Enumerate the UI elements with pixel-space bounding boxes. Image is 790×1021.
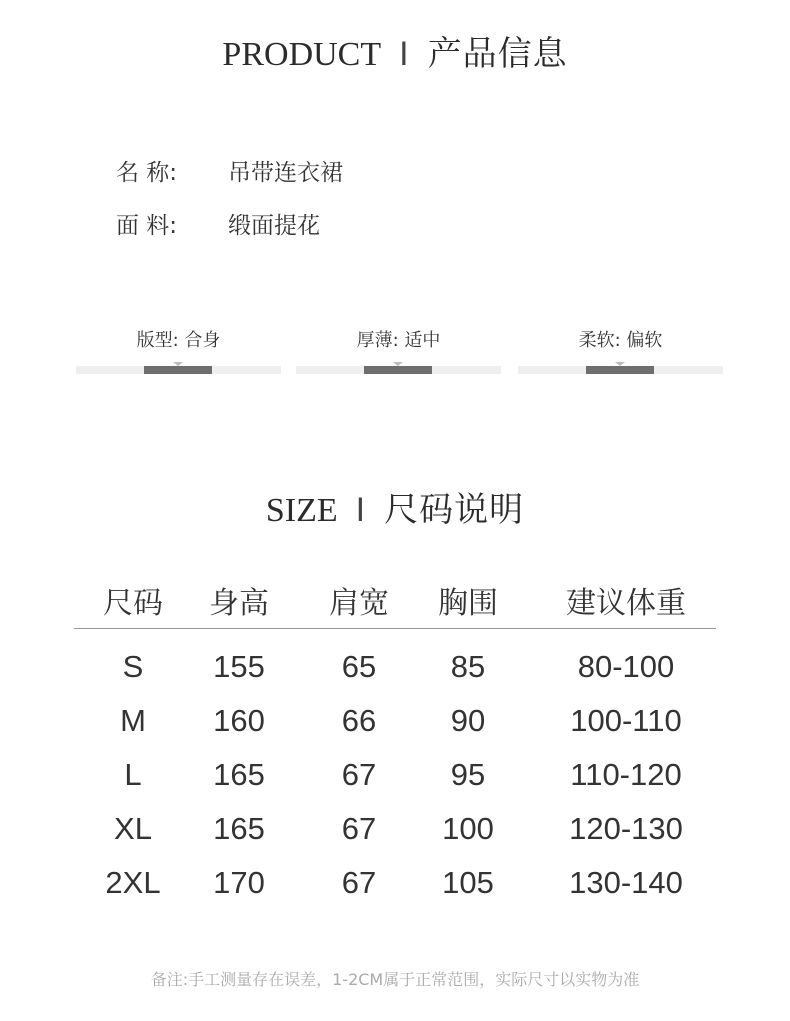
product-title-en: PRODUCT [222, 36, 382, 73]
size-table [74, 572, 716, 911]
attribute-scale [296, 366, 501, 374]
fabric-label: 面 料: [116, 213, 178, 239]
cell-bust: 90 [450, 703, 486, 738]
attribute-name: 柔软: [578, 330, 621, 351]
attribute-value: 合身 [184, 330, 221, 351]
cell-height: 165 [213, 811, 265, 846]
cell-weight: 120-130 [569, 811, 683, 846]
table-row [74, 857, 716, 911]
header-shoulder: 肩宽 [329, 586, 389, 621]
header-bust: 胸围 [438, 586, 498, 621]
cell-bust: 95 [450, 757, 486, 792]
cell-height: 165 [213, 757, 265, 792]
cell-size: XL [114, 811, 152, 846]
attribute-scale [76, 366, 281, 374]
cell-weight: 80-100 [577, 649, 675, 684]
table-row [74, 641, 716, 695]
attribute-fit [76, 326, 281, 374]
indicator-notch [615, 362, 625, 366]
measurement-note: 备注:手工测量存在误差，1-2CM属于正常范围，实际尺寸以实物为准 [150, 970, 640, 989]
cell-shoulder: 67 [341, 811, 377, 846]
cell-shoulder: 67 [341, 865, 377, 900]
cell-weight: 110-120 [570, 757, 682, 792]
cell-shoulder: 65 [341, 649, 377, 684]
attribute-label [76, 326, 281, 354]
fabric-value: 缎面提花 [228, 213, 320, 239]
cell-height: 170 [213, 865, 265, 900]
attribute-value: 适中 [404, 330, 441, 351]
cell-size: 2XL [105, 865, 161, 900]
attribute-indicator [586, 366, 654, 374]
cell-size: S [122, 649, 144, 684]
attribute-label [296, 326, 501, 354]
title-separator: I [355, 491, 367, 529]
table-body [74, 629, 716, 911]
attribute-scale [518, 366, 723, 374]
cell-bust: 100 [442, 811, 494, 846]
cell-height: 160 [213, 703, 265, 738]
header-weight: 建议体重 [566, 586, 686, 621]
table-row [74, 695, 716, 749]
cell-shoulder: 67 [341, 757, 377, 792]
attribute-name: 版型: [136, 330, 179, 351]
cell-height: 155 [213, 649, 265, 684]
table-row [74, 749, 716, 803]
size-title-en: SIZE [265, 492, 338, 529]
table-row [74, 803, 716, 857]
attribute-name: 厚薄: [356, 330, 399, 351]
cell-weight: 130-140 [569, 865, 683, 900]
table-header [74, 572, 716, 629]
header-size: 尺码 [103, 586, 163, 621]
attribute-softness [518, 326, 723, 374]
product-title-cn: 产品信息 [427, 34, 568, 74]
cell-size: L [124, 757, 142, 792]
indicator-notch [173, 362, 183, 366]
header-height: 身高 [209, 586, 269, 621]
cell-shoulder: 66 [341, 703, 377, 738]
attribute-value: 偏软 [626, 330, 663, 351]
attribute-label [518, 326, 723, 354]
attribute-indicator [144, 366, 212, 374]
size-section-title [0, 482, 790, 531]
cell-size: M [120, 703, 146, 738]
info-row-name [116, 154, 343, 187]
title-separator: I [399, 35, 410, 73]
name-value: 吊带连衣裙 [228, 160, 343, 186]
size-title-cn: 尺码说明 [384, 490, 525, 530]
cell-bust: 105 [442, 865, 494, 900]
cell-bust: 85 [450, 649, 486, 684]
info-row-fabric [116, 207, 320, 240]
attribute-indicator [364, 366, 432, 374]
cell-weight: 100-110 [570, 703, 682, 738]
product-section-title [0, 26, 790, 75]
indicator-notch [393, 362, 403, 366]
name-label: 名 称: [116, 160, 178, 186]
attribute-thickness [296, 326, 501, 374]
